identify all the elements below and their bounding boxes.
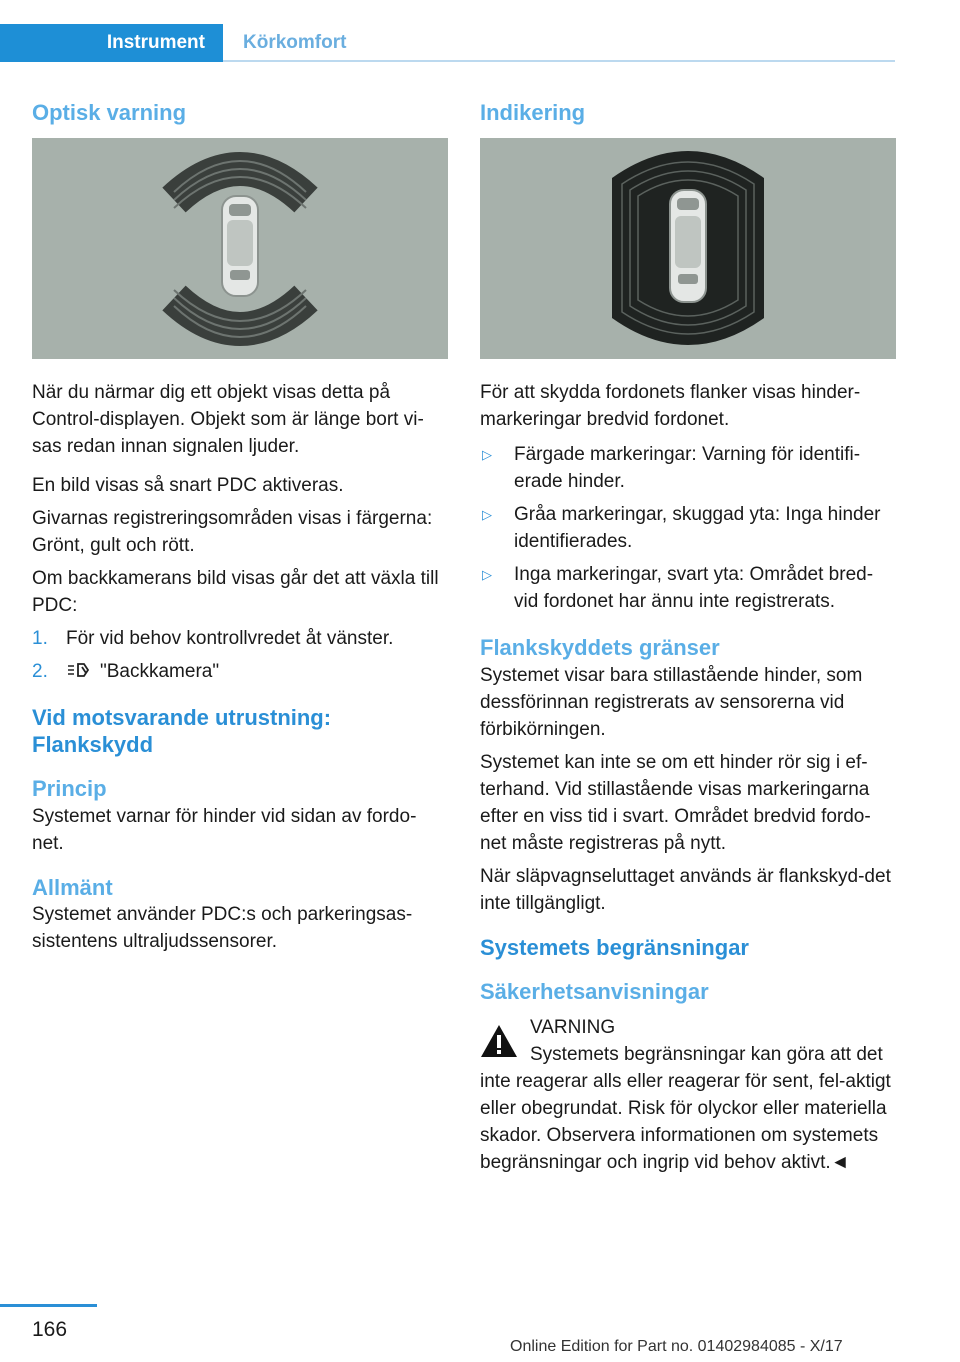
pdc-illustration	[32, 138, 448, 359]
warning-block	[480, 1014, 896, 1041]
bullet-text: Färgade markeringar: Varning för identifi-erade hinder.	[514, 444, 861, 493]
step-text: "Backkamera"	[100, 661, 220, 683]
paragraph: Systemet varnar för hinder vid sidan av fordo-net.	[32, 805, 417, 854]
paragraph: Om backkamerans bild visas går det att växla till PDC:	[32, 568, 439, 617]
page-number: 166	[32, 1318, 68, 1341]
paragraph: Givarnas registreringsområden visas i färgerna: Grönt, gult och rött.	[32, 508, 433, 557]
warning-triangle-icon	[480, 1024, 518, 1058]
tab-instrument[interactable]: Instrument	[0, 24, 223, 62]
warning-text: Systemets begränsningar kan göra att det inte reagerar alls eller reagerar för sent, fel-aktigt eller obegrundat. Risk för olyckor eller materiella skador. Observera informationen om systemets begränsningar och ingrip vid behov aktivt.◄	[480, 1043, 891, 1173]
paragraph: En bild visas så snart PDC aktiveras.	[32, 475, 344, 497]
pdc-figure	[32, 138, 448, 359]
chapter-tabs	[0, 24, 895, 62]
paragraph: Systemet visar bara stillastående hinder, som dessförinnan registrerats av sensorerna vid förbikörningen.	[480, 664, 863, 740]
heading-sakerhetsanvisningar: Säkerhetsanvisningar	[480, 979, 709, 1005]
edition-text: Online Edition for Part no. 01402984085 - X/17	[510, 1338, 843, 1355]
right-column	[480, 100, 896, 1176]
heading-princip: Princip	[32, 776, 107, 802]
step-text: För vid behov kontrollvredet åt vänster.	[66, 628, 394, 650]
bullet-triangle-icon: ▷	[482, 507, 492, 523]
paragraph: När släpvagnseluttaget används är flankskyd-det inte tillgängligt.	[480, 865, 891, 914]
bullet-list	[480, 441, 896, 615]
step-number: 1.	[32, 628, 48, 650]
heading-begransningar: Systemets begränsningar	[480, 934, 749, 960]
paragraph: För att skydda fordonets flanker visas hinder-markeringar bredvid fordonet.	[480, 382, 861, 431]
heading-allmant: Allmänt	[32, 874, 113, 900]
bullet-triangle-icon: ▷	[482, 447, 492, 463]
list-item	[480, 501, 896, 555]
paragraph: Systemet använder PDC:s och parkeringsas-sistentens ultraljudssensorer.	[32, 903, 413, 952]
flank-figure	[480, 138, 896, 359]
list-item	[480, 441, 896, 495]
bullet-text: Gråa markeringar, skuggad yta: Inga hinder identifierades.	[514, 504, 881, 553]
footer-rule	[0, 1304, 97, 1307]
list-item	[480, 561, 896, 615]
paragraph: När du närmar dig ett objekt visas detta på Control-displayen. Objekt som är länge bort vi-sas redan innan signalen ljuder.	[32, 382, 424, 458]
tab-divider	[223, 60, 895, 62]
step-number: 2.	[32, 661, 48, 683]
list-item	[32, 658, 448, 685]
bullet-text: Inga markeringar, svart yta: Området bred-vid fordonet har ännu inte registrerats.	[514, 564, 874, 613]
left-column	[32, 100, 448, 955]
heading-indikering: Indikering	[480, 100, 586, 125]
heading-optisk-varning: Optisk varning	[32, 100, 187, 125]
step-list	[32, 625, 448, 685]
camera-menu-icon	[66, 660, 94, 680]
bullet-triangle-icon: ▷	[482, 567, 492, 583]
heading-flankskydd-granser: Flankskyddets gränser	[480, 635, 720, 661]
paragraph: Systemet kan inte se om ett hinder rör sig i ef-terhand. Vid stillastående visas markeringarna efter en viss tid i svart. Området bredvid fordo-net måste registreras på nytt.	[480, 751, 871, 854]
warning-title: VARNING	[530, 1016, 616, 1038]
tab-korkomfort[interactable]: Körkomfort	[243, 32, 347, 53]
heading-flankskydd: Vid motsvarande utrustning: Flankskydd	[32, 705, 332, 757]
list-item	[32, 625, 448, 652]
flank-illustration	[480, 138, 896, 359]
